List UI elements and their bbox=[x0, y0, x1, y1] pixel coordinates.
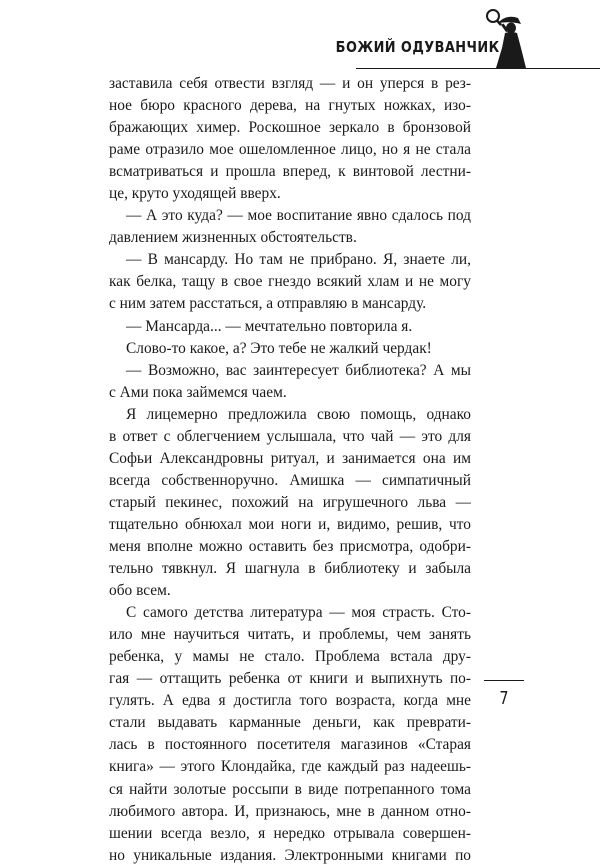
text-line: заставила себя отвести взгляд — и он уперся в рез- bbox=[109, 75, 471, 92]
detective-silhouette-icon bbox=[484, 8, 534, 70]
header-title: БОЖИЙ ОДУВАНЧИК bbox=[336, 38, 500, 56]
text-line: Софьи Александровны ритуал, и занимается она им bbox=[109, 449, 471, 467]
text-line: ило мне научиться читать, и проблемы, чем занять bbox=[109, 626, 471, 644]
text-line: бражающих химер. Роскошное зеркало в бронзовой bbox=[109, 119, 471, 137]
header-rule bbox=[356, 68, 600, 69]
text-line: но уникальные издания. Электронными книгами по bbox=[109, 846, 471, 864]
footer-rule bbox=[484, 680, 524, 681]
text-line: в ответ с облегчением услышала, что чай — это для bbox=[109, 427, 471, 445]
text-line: шении всегда везло, я нередко отрывала совершен- bbox=[109, 824, 471, 842]
text-line: — В мансарду. Но там не прибрано. Я, знаете ли, bbox=[126, 251, 471, 269]
text-line: тельно тявкнул. Я шагнула в библиотеку и забыла bbox=[109, 560, 471, 578]
text-line: Я лицемерно предложила свою помощь, однако bbox=[126, 405, 471, 423]
text-line: — А это куда? — мое воспитание явно сдалось под bbox=[126, 207, 471, 225]
text-line: раме отразило мое ошеломленное лицо, но я не стала bbox=[109, 141, 471, 159]
text-line: гая — оттащить ребенка от книги и выпихнуть по- bbox=[109, 670, 471, 688]
text-line: книга» — этого Клондайка, где каждый раз надеешь- bbox=[109, 758, 471, 776]
page-number: 7 bbox=[499, 688, 509, 709]
text-line: С самого детства литература — моя страсть. Сто- bbox=[126, 604, 471, 622]
text-line: стали выдавать карманные деньги, как преврати- bbox=[109, 714, 471, 732]
text-line: це, круто уходящей вверх. bbox=[109, 185, 281, 203]
text-line: ся найти золотые россыпи в виде потрепанного тома bbox=[109, 780, 471, 798]
text-line: давлением жизненных обстоятельств. bbox=[109, 229, 357, 247]
text-line: как белка, тащу в свое гнездо всякий хлам и не могу bbox=[109, 273, 471, 291]
text-line: — Мансарда... — мечтательно повторила я. bbox=[126, 317, 413, 335]
text-line: лась в постоянного посетителя магазинов «Старая bbox=[109, 736, 471, 754]
text-line: гулять. А едва я достигла того возраста, когда мне bbox=[109, 692, 471, 710]
text-line: меня вполне можно оставить без присмотра, одобри- bbox=[109, 537, 471, 555]
body-text bbox=[109, 73, 471, 867]
text-line: — Возможно, вас заинтересует библиотека? А мы bbox=[126, 361, 471, 379]
text-line: тщательно обнюхал мои ноги и, видимо, решив, что bbox=[109, 515, 471, 533]
running-header bbox=[0, 0, 600, 80]
text-line: обо всем. bbox=[109, 582, 171, 600]
text-line: с ним затем расстаться, а отправляю в мансарду. bbox=[109, 295, 427, 313]
text-line: с Ами пока займемся чаем. bbox=[109, 383, 287, 401]
text-line: всегда собственноручно. Амишка — симпатичный bbox=[109, 471, 471, 489]
text-line: старый пекинес, похожий на игрушечного льва — bbox=[109, 493, 471, 511]
text-line: любимого автора. И, признаюсь, мне в данном отно- bbox=[109, 802, 471, 820]
text-line: всматриваться и прошла вперед, к винтовой лестни- bbox=[109, 163, 471, 181]
text-line: ное бюро красного дерева, на гнутых ножках, изо- bbox=[109, 97, 471, 115]
text-line: ребенка, у мамы не стало. Проблема встала дру- bbox=[109, 648, 471, 666]
text-line: Слово-то какое, а? Это тебе не жалкий чердак! bbox=[126, 339, 432, 357]
